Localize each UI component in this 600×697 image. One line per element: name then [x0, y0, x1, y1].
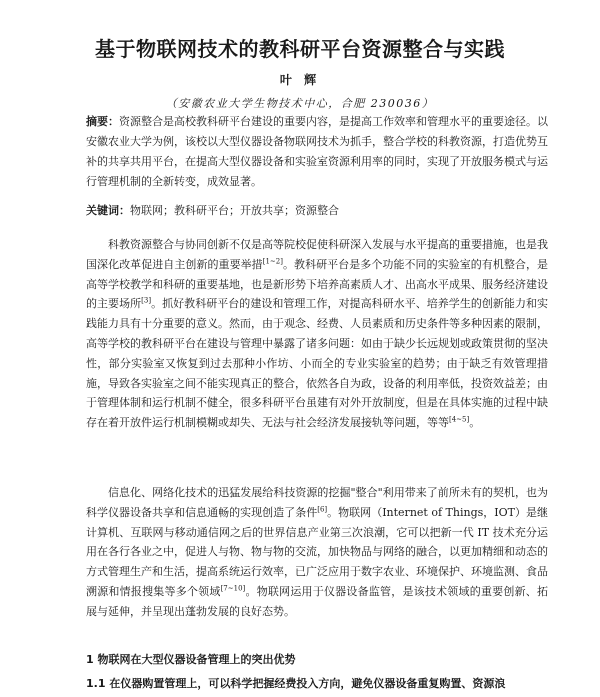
body-text: 。物联网运用于仪器设备监管，是该技术领域的重要创新、拓展与延伸，并呈现出蓬勃发展的良好态势。 — [86, 584, 549, 618]
body-text: 。教科研平台是多个功能不同的实验室的有机整合，是高等学校教学和科研的重要基地，也是新形势下培养高素质人才、出高水平成果、服务经济建设的主要场所 — [86, 257, 549, 311]
keywords-text: 物联网；教科研平台；开放共享；资源整合 — [130, 204, 339, 217]
citation: [6] — [317, 505, 328, 514]
author-affiliation: （安徽农业大学生物技术中心，合肥 230036） — [165, 97, 435, 110]
author-name: 叶 辉 — [279, 73, 321, 87]
body-text: 。物联网（Internet of Things，IOT）是继计算机、互联网与移动通信网之后的世界信息产业第三次浪潮，它可以把新一代 IT 技术充分运用在各行各业之中，促进人与物、物与物的交流，加快物品与网络的融合，以更加精细和动态的方式管理生产和生活，提高系统运行效率，已广泛应用于数字农业、环境保护、环境监测、食品溯源和情报搜集等多个领域 — [86, 505, 549, 598]
section-heading: 1 物联网在大型仪器设备管理上的突出优势 — [86, 653, 296, 666]
body-paragraph — [86, 235, 548, 433]
citation: [7~10] — [220, 584, 246, 593]
subsection-heading: 1.1 在仪器购置管理上，可以科学把握经费投入方向，避免仪器设备重复购置、资源浪 — [86, 677, 506, 690]
citation: [4~5] — [449, 415, 470, 424]
body-paragraph — [86, 483, 548, 622]
citation: [3] — [141, 296, 152, 305]
keywords — [86, 201, 548, 221]
citation: [1~2] — [262, 257, 283, 266]
body-text: 信息化、网络化技术的迅猛发展给科技资源的挖掘"整合"利用带来了前所未有的契机，也为科学仪器设备共享和信息通畅的实现创造了条件 — [86, 486, 548, 519]
body-text: 科教资源整合与协同创新不仅是高等院校促使科研深入发展与水平提高的重要措施，也是我国深化改革促进自主创新的重要举措 — [86, 238, 548, 271]
abstract-text: 资源整合是高校教科研平台建设的重要内容，是提高工作效率和管理水平的重要途径。以安徽农业大学为例，该校以大型仪器设备物联网技术为抓手，整合学校的科教资源，打造优势互补的共享共用平台，在提高大型仪器设备和实验室资源利用率的同时，实现了开放服务模式与运行管理机制的全新转变，成效显著。 — [86, 115, 548, 188]
body-text: 。 — [469, 416, 481, 430]
abstract — [86, 112, 548, 192]
keywords-label: 关键词： — [86, 204, 130, 217]
abstract-label: 摘要： — [86, 115, 119, 128]
body-text: 。抓好教科研平台的建设和管理工作，对提高科研水平、培养学生的创新能力和实践能力具有十分重要的意义。然而，由于观念、经费、人员素质和历史条件等多种因素的限制，高等学校的教科研平台在建设与管理中暴露了诸多问题：如由于缺少长远规划或政策贯彻的坚决性，部分实验室又恢复到过去那种小作坊、小而全的专业实验室的趋势；由于缺乏有效管理措施，导致各实验室之间不能实现真正的整合，依然各自为政，设备的利用率低，投资效益差；由于管理体制和运行机制不健全，很多科研平台虽建有对外开放制度，但是在具体实施的过程中缺存在着开放件运行机制模糊或却失、无法与社会经济发展接轨等问题，等等 — [86, 297, 549, 430]
paper-title: 基于物联网技术的教科研平台资源整合与实践 — [95, 37, 505, 61]
